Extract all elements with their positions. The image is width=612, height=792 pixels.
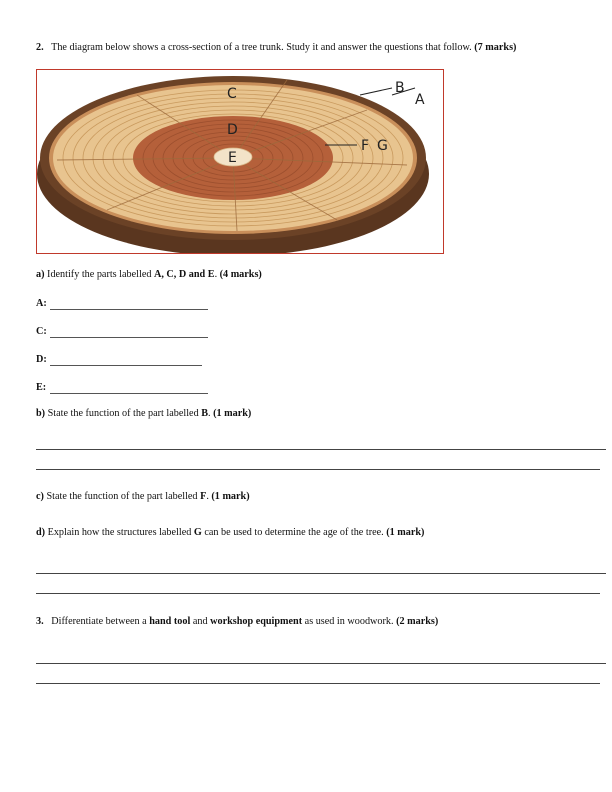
tree-trunk-diagram — [36, 69, 444, 254]
answer-b-line-1[interactable] — [36, 449, 606, 450]
part-c-bold: F — [200, 491, 207, 502]
part-b-bold: B — [201, 408, 209, 419]
answer-d-line-2[interactable] — [36, 593, 600, 594]
pointer-b — [360, 88, 392, 95]
label-e: E — [228, 150, 237, 166]
part-c-prefix: c) — [36, 491, 44, 502]
question-3 — [36, 616, 438, 628]
label-f: F — [361, 138, 370, 154]
question-2-text: The diagram below shows a cross-section of a tree trunk. Study it and answer the questions that follow. — [51, 42, 472, 53]
part-b-marks: (1 mark) — [213, 408, 252, 419]
answer-d-line-1[interactable] — [36, 573, 606, 574]
part-b-text: State the function of the part labelled — [47, 408, 199, 419]
answer-b-line-2[interactable] — [36, 469, 600, 470]
part-c-text: State the function of the part labelled — [46, 491, 198, 502]
part-c-marks: (1 mark) — [211, 491, 250, 502]
answer-a-line[interactable] — [50, 309, 208, 310]
label-g: G — [377, 138, 388, 154]
answer-d-line[interactable] — [50, 365, 202, 366]
question-3-text: Differentiate between a — [51, 616, 147, 627]
tree-trunk-cross-section — [37, 70, 444, 254]
answer-e-label: E: — [36, 382, 47, 393]
part-a-marks: (4 marks) — [219, 269, 262, 280]
part-d-text: Explain how the structures labelled — [47, 527, 192, 538]
answer-3-line-2[interactable] — [36, 683, 600, 684]
part-a-question: a) Identify the parts labelled A, C, D and E. (4 marks) — [36, 269, 262, 280]
question-3-bold-2: workshop equipment — [210, 616, 303, 627]
part-a-bold: A, C, D and E — [153, 269, 215, 280]
part-a-text: Identify the parts labelled — [47, 269, 152, 280]
question-2-marks: (7 marks) — [474, 42, 517, 53]
question-2-header — [36, 42, 516, 54]
question-3-and: and — [192, 616, 208, 627]
question-3-number: 3. — [36, 616, 44, 627]
question-3-bold-1: hand tool — [149, 616, 191, 627]
part-b-question: b) State the function of the part labelled B. (1 mark) — [36, 408, 252, 419]
part-c-question: c) State the function of the part labelled F. (1 mark) — [36, 491, 250, 502]
question-3-text-2: as used in woodwork. — [304, 616, 394, 627]
label-c: C — [227, 86, 237, 102]
part-d-text-2: can be used to determine the age of the tree. — [204, 527, 384, 538]
answer-c-label: C: — [36, 326, 47, 337]
answer-d-label: D: — [36, 354, 47, 365]
answer-e-line[interactable] — [50, 393, 208, 394]
label-b: B — [395, 80, 405, 96]
answer-c-line[interactable] — [50, 337, 208, 338]
question-3-marks: (2 marks) — [396, 616, 439, 627]
question-2-number: 2. — [36, 42, 44, 53]
answer-3-line-1[interactable] — [36, 663, 606, 664]
part-d-bold: G — [193, 527, 202, 538]
label-d: D — [227, 122, 238, 138]
part-a-prefix: a) — [36, 269, 45, 280]
part-b-prefix: b) — [36, 408, 46, 419]
answer-a-label: A: — [36, 298, 47, 309]
part-d-marks: (1 mark) — [386, 527, 425, 538]
part-d-prefix: d) — [36, 527, 46, 538]
label-a: A — [415, 92, 425, 108]
part-d-question — [36, 527, 424, 539]
